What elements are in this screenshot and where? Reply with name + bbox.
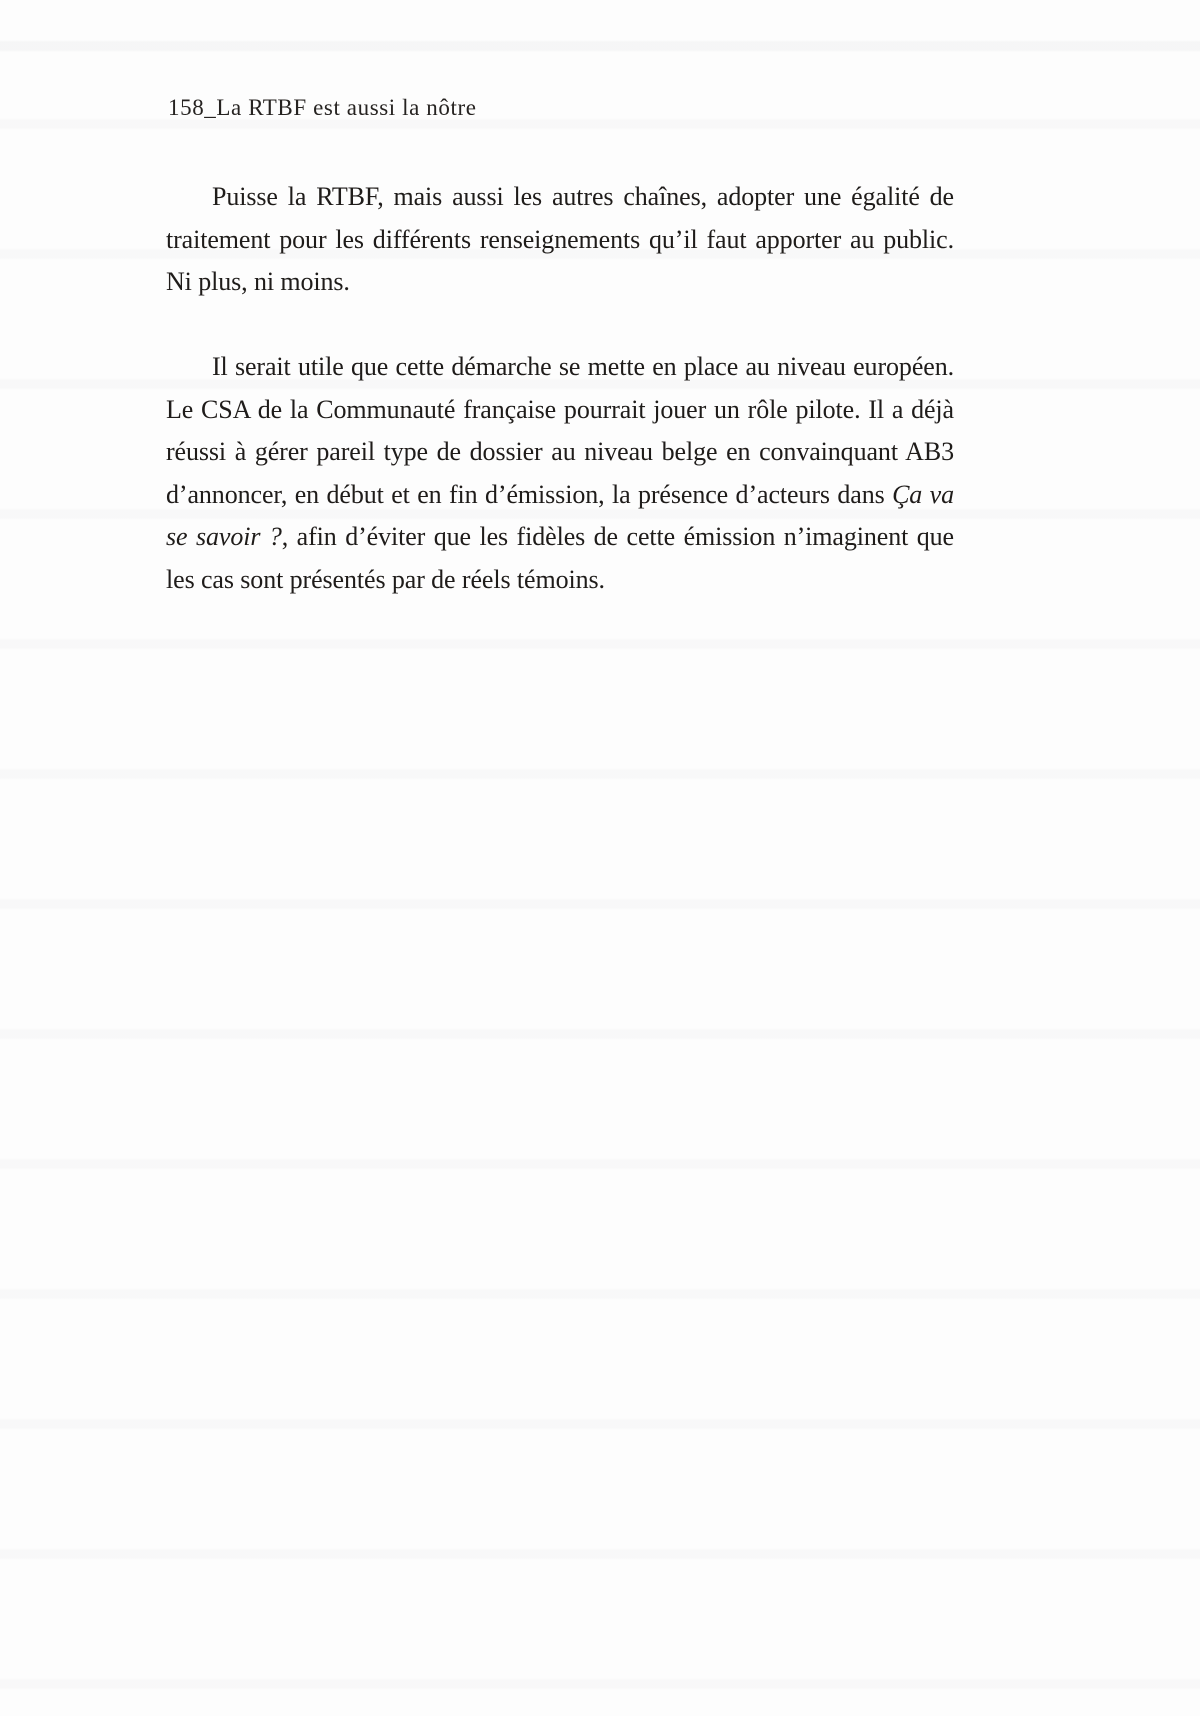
running-header <box>168 94 477 122</box>
text-segment: , afin d’éviter que les fidèles de cette émission n’imaginent que les cas sont présentés par de réels témoins. <box>166 522 954 594</box>
running-header-text: 158_La RTBF est aussi la nôtre <box>168 95 477 120</box>
text-block <box>166 176 954 601</box>
italic-text-segment: Ça va se savoir ? <box>166 479 954 551</box>
text-segment: Puisse la RTBF, mais aussi les autres chaînes, adopter une égalité de traitement pour les différents renseignements qu’il faut apporter au public. Ni plus, ni moins. <box>166 182 954 296</box>
paragraph-2 <box>166 346 954 601</box>
paragraph-1 <box>166 176 954 304</box>
text-segment: Il serait utile que cette démarche se mette en place au niveau européen. Le CSA de la Communauté française pourrait jouer un rôle pilote. Il a déjà réussi à gérer pareil type de dossier au niveau belge en convainquant AB3 d’annoncer, en début et en fin d’émission, la présence d’acteurs dans <box>166 352 954 509</box>
